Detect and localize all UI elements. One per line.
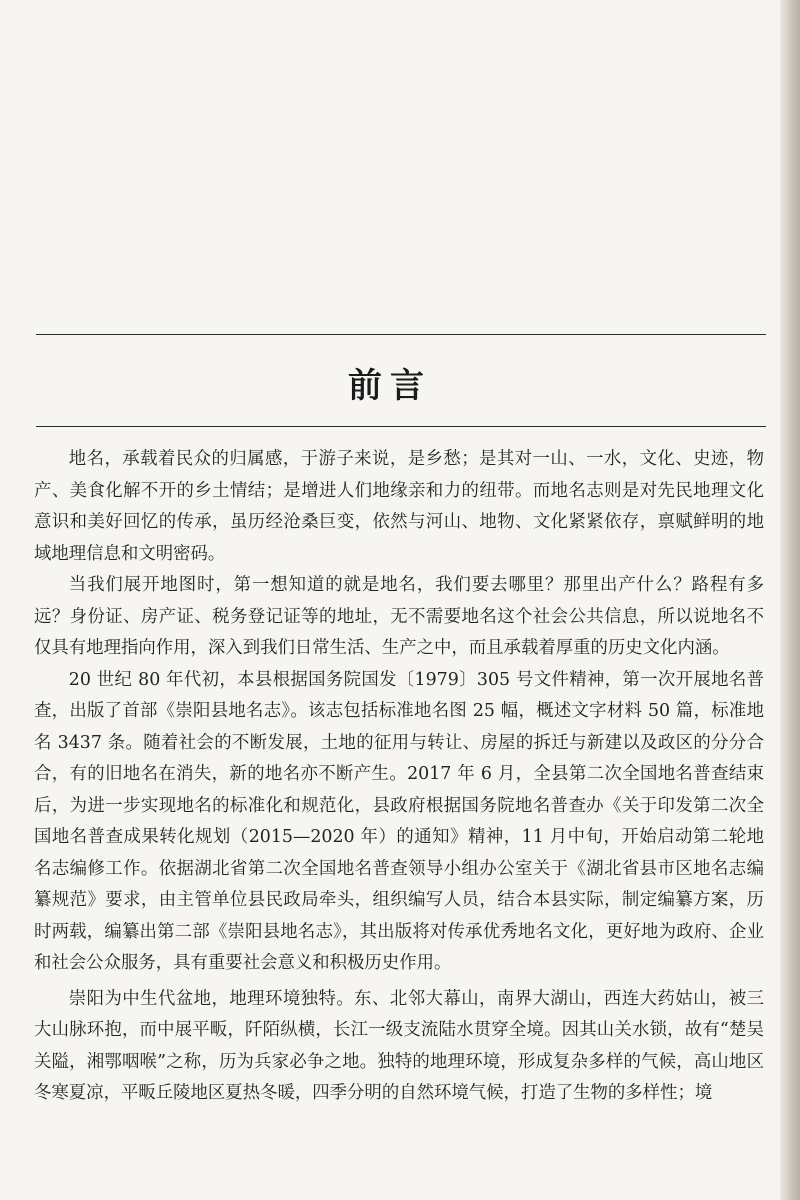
paragraph-1: 地名，承载着民众的归属感，于游子来说，是乡愁；是其对一山、一水，文化、史迹，物产、美食化解不开的乡土情结；是增进人们地缘亲和力的纽带。而地名志则是对先民地理文化意识和美好回忆的传承，虽历经沧桑巨变，依然与河山、地物、文化紧紧依存，禀赋鲜明的地域地理信息和文明密码。 — [34, 449, 764, 564]
page-edge-shadow — [780, 0, 800, 1200]
page-title: 前言 — [348, 366, 432, 406]
bottom-rule — [36, 426, 766, 427]
paragraph-2: 当我们展开地图时，第一想知道的就是地名，我们要去哪里？那里出产什么？路程有多远？身份证、房产证、税务登记证等的地址，无不需要地名这个社会公共信息，所以说地名不仅具有地理指向作用，深入到我们日常生活、生产之中，而且承载着厚重的历史文化内涵。 — [34, 575, 764, 658]
paragraph-3: 20 世纪 80 年代初，本县根据国务院国发〔1979〕305 号文件精神，第一次开展地名普查，出版了首部《崇阳县地名志》。该志包括标准地名图 25 幅，概述文字材料 50 篇，标准地名 3437 条。随着社会的不断发展，土地的征用与转让、房屋的拆迁与新建以及政区的分分合合，有的旧地名在消失，新的地名亦不断产生。2017 年 6 月，全县第二次全国地名普查结束后，为进一步实现地名的标准化和规范化，县政府根据国务院地名普查办《关于印发第二次全国地名普查成果转化规划（2015—2020 年）的通知》精神，11 月中旬，开始启动第二轮地名志编修工作。依据湖北省第二次全国地名普查领导小组办公室关于《湖北省县市区地名志编纂规范》要求，由主管单位县民政局牵头，组织编写人员，结合本县实际，制定编纂方案，历时两载，编纂出第二部《崇阳县地名志》，其出版将对传承优秀地名文化，更好地为政府、企业和社会公众服务，具有重要社会意义和积极历史作用。 — [34, 669, 764, 973]
paragraph-4: 崇阳为中生代盆地，地理环境独特。东、北邻大幕山，南界大湖山，西连大药姑山，被三大山脉环抱，而中展平畈，阡陌纵横，长江一级支流陆水贯穿全境。因其山关水锁，故有“楚吴关隘，湘鄂咽喉”之称，历为兵家必争之地。独特的地理环境，形成复杂多样的气候，高山地区冬寒夏凉，平畈丘陵地区夏热冬暖，四季分明的自然环境气候，打造了生物的多样性；境 — [34, 988, 764, 1103]
preface-body — [34, 444, 764, 1110]
top-rule — [36, 334, 766, 335]
